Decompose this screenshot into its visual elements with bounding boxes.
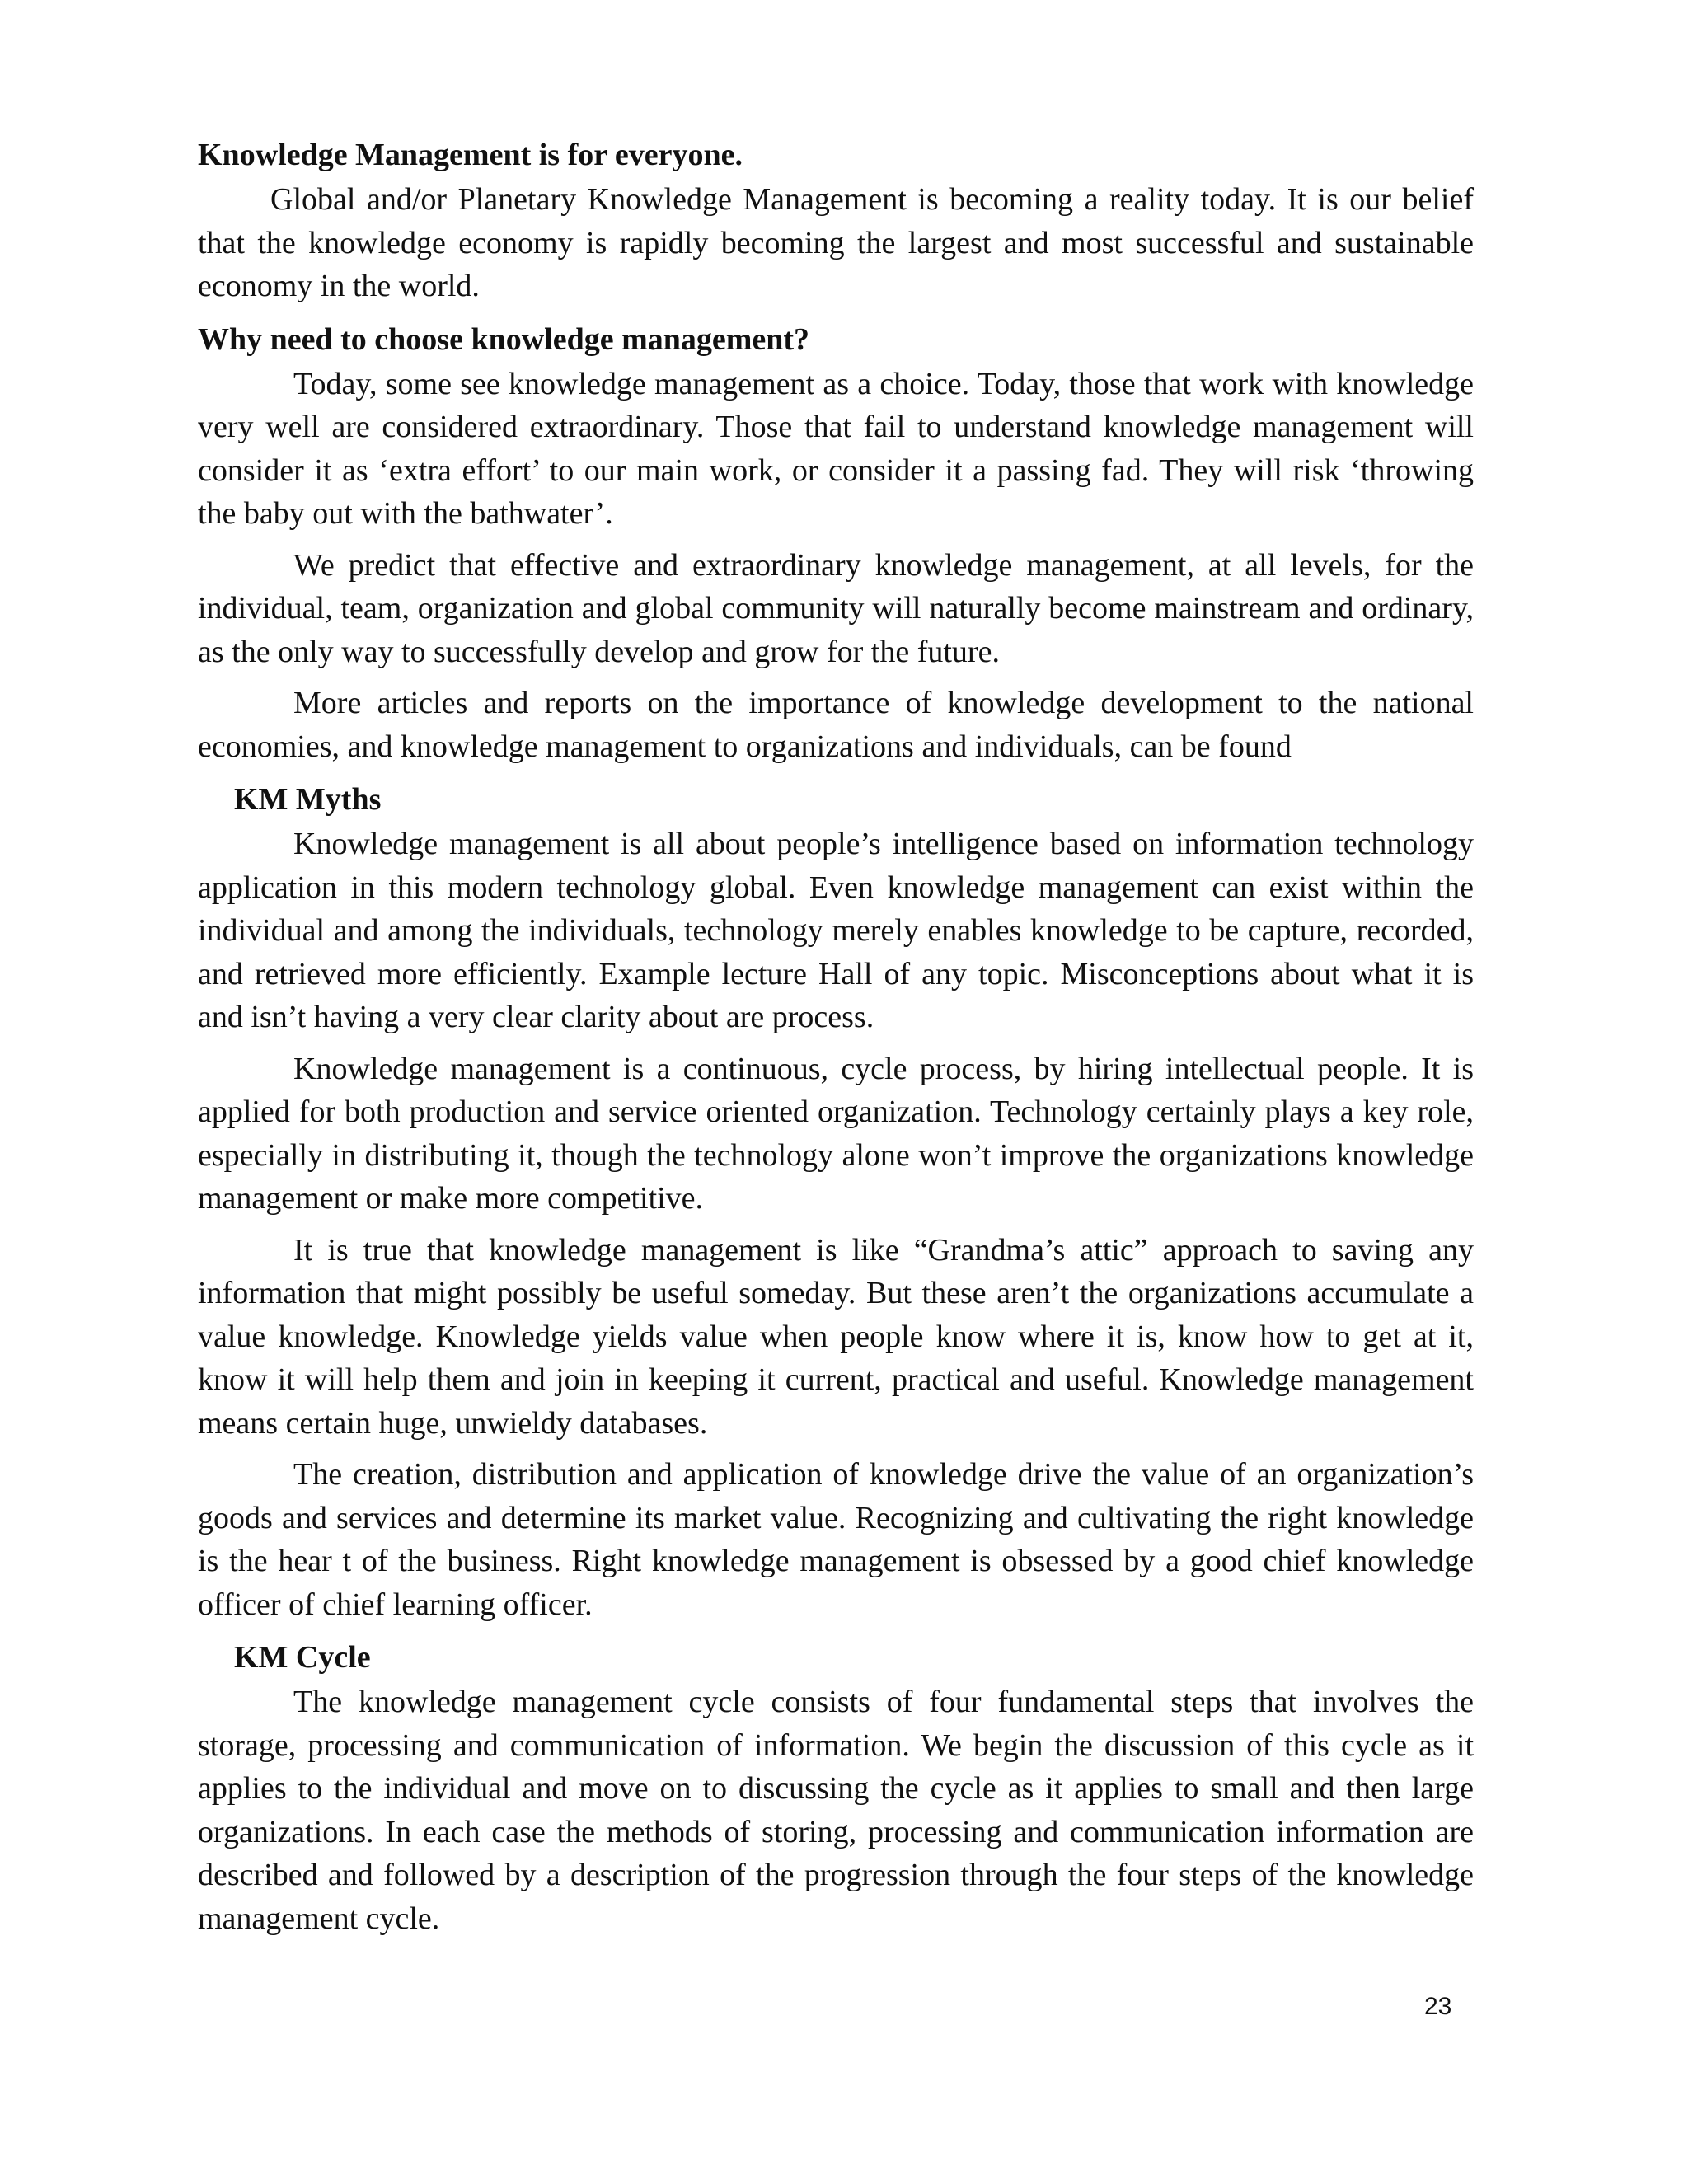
paragraph-km-myths-1: Knowledge management is all about people’s intelligence based on information technology application in this modern technology global. Even knowledge management can exist within the individual and among the individuals, technology merely enables knowledge to be capture, recorded, and retrieved more efficiently. Example lecture Hall of any topic. Misconceptions about what it is and isn’t having a very clear clarity about are process. (198, 827, 1474, 1034)
paragraph-km-myths-3: It is true that knowledge management is like “Grandma’s attic” approach to saving any information that might possibly be useful someday. But these aren’t the organizations accumulate a value knowledge. Knowledge yields value when people know where it is, know how to get at it, know it will help them and join in keeping it current, practical and useful. Knowledge management means certain huge, unwieldy databases. (198, 1232, 1474, 1441)
paragraph-km-for-everyone-1: Global and/or Planetary Knowledge Management is becoming a reality today. It is our belief that the knowledge economy is rapidly becoming the largest and most successful and sustainable economy in the world. (198, 182, 1474, 303)
section-heading-km-myths: KM Myths (234, 782, 382, 817)
section-heading-why-choose-km: Why need to choose knowledge management? (198, 321, 810, 357)
section-heading-km-for-everyone: Knowledge Management is for everyone. (198, 138, 743, 172)
paragraph-why-choose-km-3: More articles and reports on the importance of knowledge development to the national economies, and knowledge management to organizations and individuals, can be found (198, 686, 1474, 764)
paragraph-km-cycle-1: The knowledge management cycle consists of four fundamental steps that involves the storage, processing and communication of information. We begin the discussion of this cycle as it applies to the individual and move on to discussing the cycle as it applies to small and then large organizations. In each case the methods of storing, processing and communication information are described and followed by a description of the progression through the four steps of the knowledge management cycle. (198, 1685, 1474, 1936)
paragraph-km-myths-2: Knowledge management is a continuous, cycle process, by hiring intellectual people. It is applied for both production and service oriented organization. Technology certainly plays a key role, especially in distributing it, though the technology alone won’t improve the organizations knowledge management or make more competitive. (198, 1051, 1474, 1216)
paragraph-why-choose-km-1: Today, some see knowledge management as a choice. Today, those that work with knowledge very well are considered extraordinary. Those that fail to understand knowledge management will consider it as ‘extra effort’ to our main work, or consider it a passing fad. They will risk ‘throwing the baby out with the bathwater’. (198, 366, 1474, 531)
paragraph-km-myths-4: The creation, distribution and application of knowledge drive the value of an organization’s goods and services and determine its market value. Recognizing and cultivating the right knowledge is the hear t of the business. Right knowledge management is obsessed by a good chief knowledge officer of chief learning officer. (198, 1457, 1474, 1622)
section-heading-km-cycle: KM Cycle (234, 1640, 371, 1675)
document-page (198, 132, 1474, 1948)
paragraph-why-choose-km-2: We predict that effective and extraordinary knowledge management, at all levels, for the individual, team, organization and global community will naturally become mainstream and ordinary, as the only way to successfully develop and grow for the future. (198, 547, 1474, 669)
page-number: 23 (1424, 1993, 1452, 2020)
